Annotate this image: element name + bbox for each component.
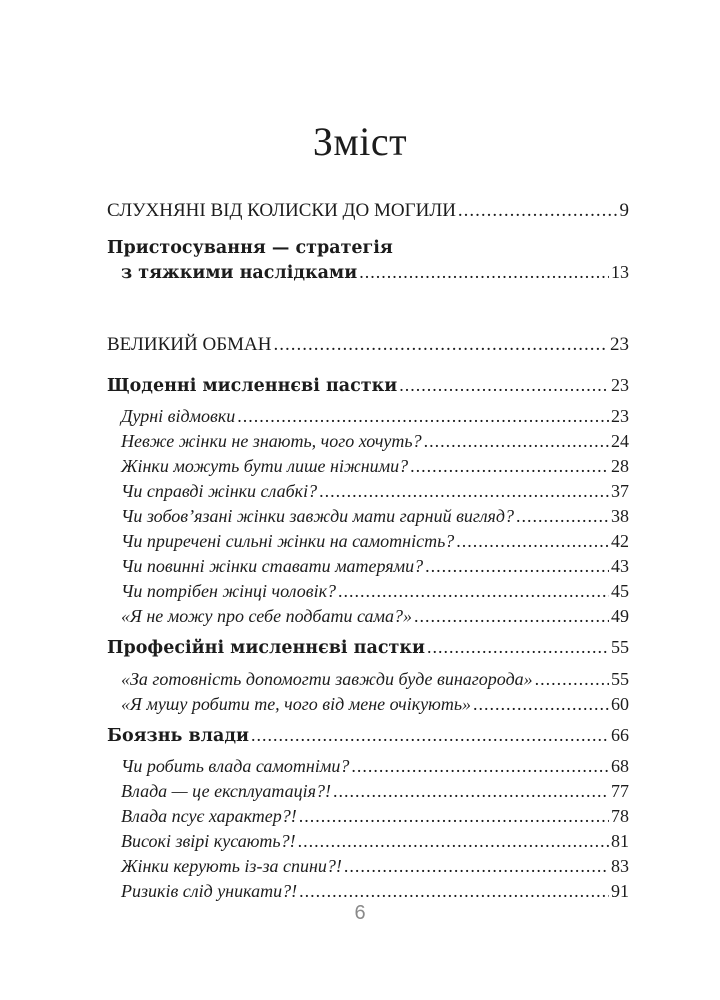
leader-dots (359, 262, 609, 283)
page-title: Зміст (312, 119, 408, 164)
toc-item-label: Чи робить влада самотніми? (121, 756, 350, 776)
toc-page-number: 77 (611, 781, 629, 801)
leader-dots (237, 406, 609, 427)
toc-item-label: «За готовність допомогти завжди буде винагорода» (121, 669, 533, 689)
toc-item-label: Високі звірі кусають?! (121, 831, 296, 851)
toc-page-number: 24 (611, 431, 629, 451)
toc-item[interactable] (107, 506, 629, 527)
toc-item-label: Ризиків слід уникати?! (121, 881, 298, 901)
toc-item[interactable] (107, 531, 629, 552)
toc-section-2[interactable] (107, 334, 629, 356)
toc-page-number: 81 (611, 831, 629, 851)
toc-item[interactable] (107, 806, 629, 827)
toc-item-label: Жінки можуть бути лише ніжними? (121, 456, 409, 476)
toc-page-number: 23 (611, 375, 629, 395)
toc-item[interactable] (107, 781, 629, 802)
toc-page-number: 38 (611, 506, 629, 526)
leader-dots (351, 756, 609, 777)
toc-chapter-label-line1: Пристосування — стратегія (107, 238, 393, 258)
toc-item[interactable] (107, 456, 629, 477)
toc-page-number: 91 (611, 881, 629, 901)
toc-item[interactable] (107, 481, 629, 502)
leader-dots (338, 581, 609, 602)
toc-page-number: 23 (610, 334, 629, 355)
leader-dots (298, 831, 609, 852)
leader-dots (516, 506, 609, 527)
toc-page-number: 42 (611, 531, 629, 551)
toc-page-number: 49 (611, 606, 629, 626)
toc-page-number: 23 (611, 406, 629, 426)
toc-chapter-fear-of-power[interactable] (107, 725, 629, 746)
leader-dots (410, 456, 609, 477)
leader-dots (299, 881, 609, 902)
toc-item-label: Чи потрібен жінці чоловік? (121, 581, 336, 601)
toc-chapter-adaptation[interactable] (107, 262, 629, 283)
toc-item-label: Чи справді жінки слабкі? (121, 481, 318, 501)
toc-page-number: 43 (611, 556, 629, 576)
toc-item-label: «Я не можу про себе подбати сама?» (121, 606, 412, 626)
leader-dots (333, 781, 609, 802)
toc-chapter-label: Боязнь влади (107, 726, 249, 746)
leader-dots (458, 200, 618, 222)
toc-page-number: 55 (611, 669, 629, 689)
toc-section-1[interactable] (107, 200, 629, 222)
toc-item[interactable] (107, 756, 629, 777)
toc-page-number: 55 (611, 637, 629, 657)
leader-dots (344, 856, 609, 877)
toc-chapter-label-line2: з тяжкими наслідками (121, 263, 358, 283)
toc-item[interactable] (107, 581, 629, 602)
toc-page-number: 28 (611, 456, 629, 476)
toc-item-label: Невже жінки не знають, чого хочуть? (121, 431, 422, 451)
toc-page-number: 13 (611, 262, 629, 282)
toc-item[interactable] (107, 856, 629, 877)
page-number: 6 (354, 902, 366, 924)
leader-dots (473, 694, 609, 715)
leader-dots (456, 531, 609, 552)
toc-item[interactable] (107, 881, 629, 902)
toc-page-number: 60 (611, 694, 629, 714)
toc-item-label: Влада псує характер?! (121, 806, 297, 826)
toc-chapter-label: Професійні мисленнєві пастки (107, 638, 425, 658)
toc-page-number: 45 (611, 581, 629, 601)
toc-item-label: Чи зобов’язані жінки завжди мати гарний вигляд? (121, 506, 515, 526)
toc-chapter-label: Щоденні мисленнєві пастки (107, 376, 398, 396)
toc-item[interactable] (107, 669, 629, 690)
leader-dots (425, 556, 609, 577)
leader-dots (251, 725, 609, 746)
toc-item-label: Чи приречені сильні жінки на самотність? (121, 531, 455, 551)
toc-item-label: Влада — це експлуатація?! (121, 781, 332, 801)
leader-dots (427, 637, 609, 658)
toc-item-label: «Я мушу робити те, чого від мене очікують» (121, 694, 472, 714)
toc-page-number: 78 (611, 806, 629, 826)
leader-dots (299, 806, 609, 827)
toc-page-number: 66 (611, 725, 629, 745)
toc-item-label: Дурні відмовки (121, 406, 236, 426)
toc-item-label: Чи повинні жінки ставати матерями? (121, 556, 424, 576)
leader-dots (319, 481, 609, 502)
toc-item[interactable] (107, 606, 629, 627)
leader-dots (424, 431, 609, 452)
leader-dots (273, 334, 608, 356)
toc-chapter-professional-traps[interactable] (107, 637, 629, 658)
toc-section-label: ВЕЛИКИЙ ОБМАН (107, 334, 272, 355)
toc-item[interactable] (107, 694, 629, 715)
leader-dots (399, 375, 609, 396)
leader-dots (414, 606, 609, 627)
toc-item[interactable] (107, 556, 629, 577)
toc-page-number: 68 (611, 756, 629, 776)
toc-page-number: 83 (611, 856, 629, 876)
toc-item-label: Жінки керують із-за спини?! (121, 856, 342, 876)
toc-item[interactable] (107, 431, 629, 452)
toc-page-number: 37 (611, 481, 629, 501)
toc-item[interactable] (107, 831, 629, 852)
toc-chapter-daily-traps[interactable] (107, 375, 629, 396)
toc-item[interactable] (107, 406, 629, 427)
toc-section-label: СЛУХНЯНІ ВІД КОЛИСКИ ДО МОГИЛИ (107, 200, 456, 221)
leader-dots (535, 669, 609, 690)
toc-page-number: 9 (619, 200, 629, 221)
